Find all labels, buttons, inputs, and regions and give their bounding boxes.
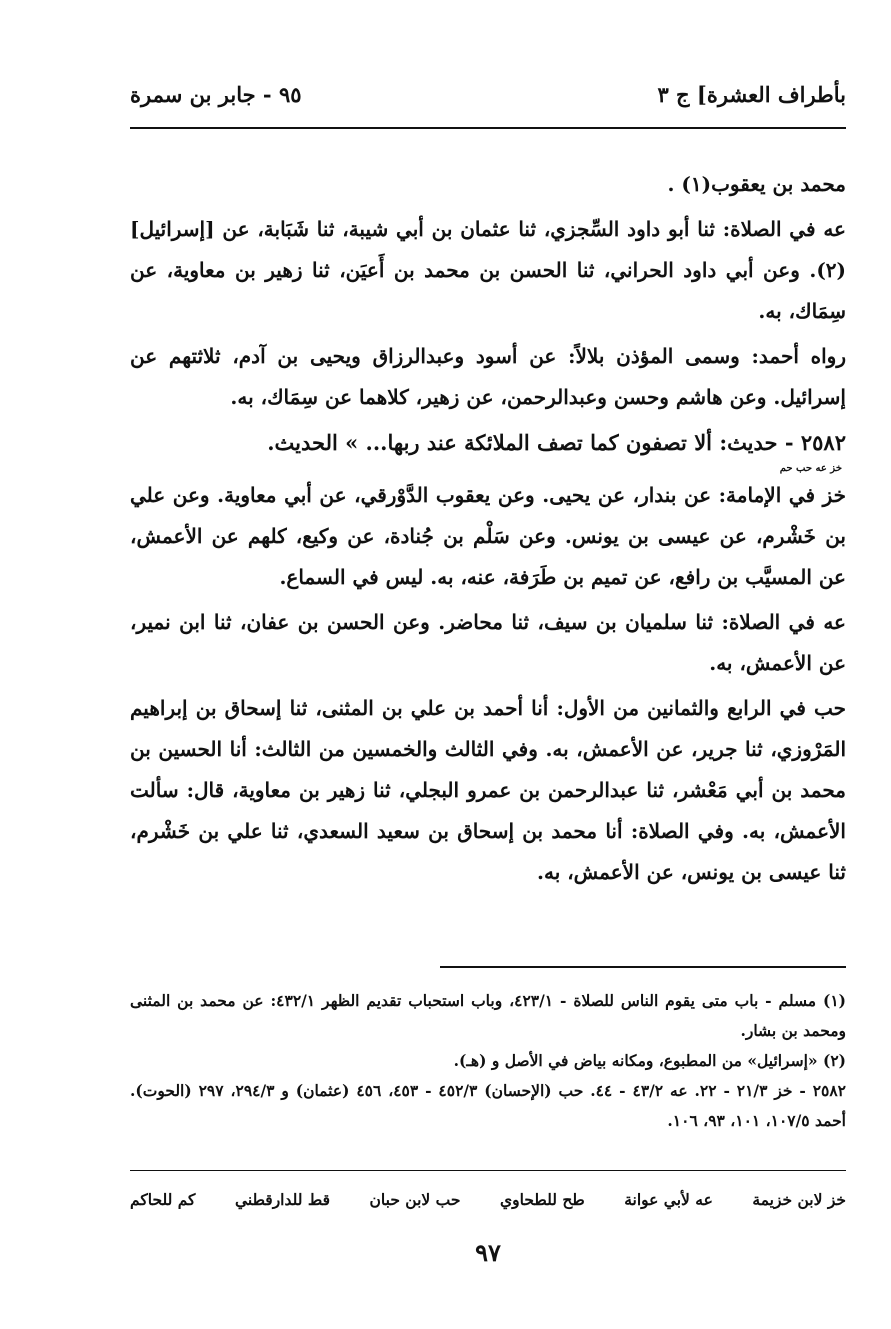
abbreviation-item: خز لابن خزيمة bbox=[752, 1190, 846, 1209]
main-text bbox=[130, 164, 846, 897]
paragraph: حب في الرابع والثمانين من الأول: أنا أحمد بن علي بن المثنى، ثنا إسحاق بن إبراهيم المَرْوزي، ثنا جرير، عن الأعمش، به. وفي الثالث والخمسين من الثالث: أنا الحسين بن محمد بن أبي مَعْشر، ثنا عبدالرحمن بن عمرو البجلي، ثنا زهير بن معاوية، قال: سألت الأعمش، به. وفي الصلاة: أنا محمد بن إسحاق بن سعيد السعدي، ثنا علي بن خَشْرم، ثنا عيسى بن يونس، عن الأعمش، به. bbox=[130, 696, 846, 884]
footnote: (١) مسلم - باب متى يقوم الناس للصلاة - ٤٢٣/١، وباب استحباب تقديم الظهر ٤٣٢/١: عن محمد بن المثنى ومحمد بن بشار. bbox=[130, 991, 846, 1040]
abbreviation-item: كم للحاكم bbox=[130, 1190, 196, 1209]
paragraph: عه في الصلاة: ثنا سلميان بن سيف، ثنا محاضر. وعن الحسن بن عفان، ثنا ابن نمير، عن الأعمش، به. bbox=[130, 610, 846, 675]
paragraph: محمد بن يعقوب(١) . bbox=[667, 172, 846, 196]
paragraph: عه في الصلاة: ثنا أبو داود السِّجزي، ثنا عثمان بن أبي شيبة، ثنا شَبَابة، عن [إسرائيل](٢). وعن أبي داود الحراني، ثنا الحسن بن محمد بن أَعيَن، ثنا زهير بن معاوية، عن سِمَاك، به. bbox=[130, 217, 846, 323]
abbreviation-item: طح للطحاوي bbox=[500, 1190, 585, 1209]
header-rule bbox=[130, 127, 846, 129]
document-page bbox=[130, 0, 846, 1329]
page-number: ٩٧ bbox=[475, 1238, 501, 1267]
abbreviation-rule bbox=[130, 1170, 846, 1171]
abbreviation-key bbox=[130, 1190, 846, 1209]
hadith-heading: ٢٥٨٢ - حديث: ألا تصفون كما تصف الملائكة عند ربها... » الحديث. bbox=[267, 430, 846, 455]
header-chapter-title: ٩٥ - جابر بن سمرة bbox=[130, 82, 302, 107]
running-header bbox=[130, 82, 846, 118]
header-book-title: بأطراف العشرة] ج ٣ bbox=[657, 82, 846, 107]
abbreviation-item: عه لأبي عوانة bbox=[624, 1190, 713, 1209]
abbreviation-item: قط للدارقطني bbox=[234, 1190, 330, 1209]
abbreviation-item: حب لابن حبان bbox=[369, 1190, 461, 1209]
margin-annotation: خز عه حب حم bbox=[779, 463, 842, 474]
paragraph: رواه أحمد: وسمى المؤذن بلالاً: عن أسود وعبدالرزاق ويحيى بن آدم، ثلاثتهم عن إسرائيل. وعن هاشم وحسن وعبدالرحمن، عن زهير، كلاهما عن سِمَاك، به. bbox=[130, 344, 846, 409]
footnotes bbox=[130, 986, 846, 1136]
footnote-rule bbox=[440, 966, 846, 968]
footnote: ٢٥٨٢ - خز ٢١/٣ - ٢٢. عه ٤٣/٢ - ٤٤. حب (الإحسان) ٤٥٢/٣ - ٤٥٣، ٤٥٦ (عثمان) و ٢٩٤/٣، ٢٩٧ (الحوت). أحمد ١٠٧/٥، ١٠١، ٩٣، ١٠٦. bbox=[130, 1081, 846, 1130]
paragraph: خز في الإمامة: عن بندار، عن يحيى. وعن يعقوب الدَّوْرقي، عن أبي معاوية. وعن علي بن خَشْرم، عن عيسى بن يونس. وعن سَلْم بن جُنادة، عن وكيع، كلهم عن الأعمش، عن المسيَّب بن رافع، عن تميم بن طَرَفة، عنه، به. ليس في السماع. bbox=[130, 483, 846, 589]
footnote: (٢) «إسرائيل» من المطبوع، ومكانه بياض في الأصل و (هـ). bbox=[453, 1051, 846, 1070]
